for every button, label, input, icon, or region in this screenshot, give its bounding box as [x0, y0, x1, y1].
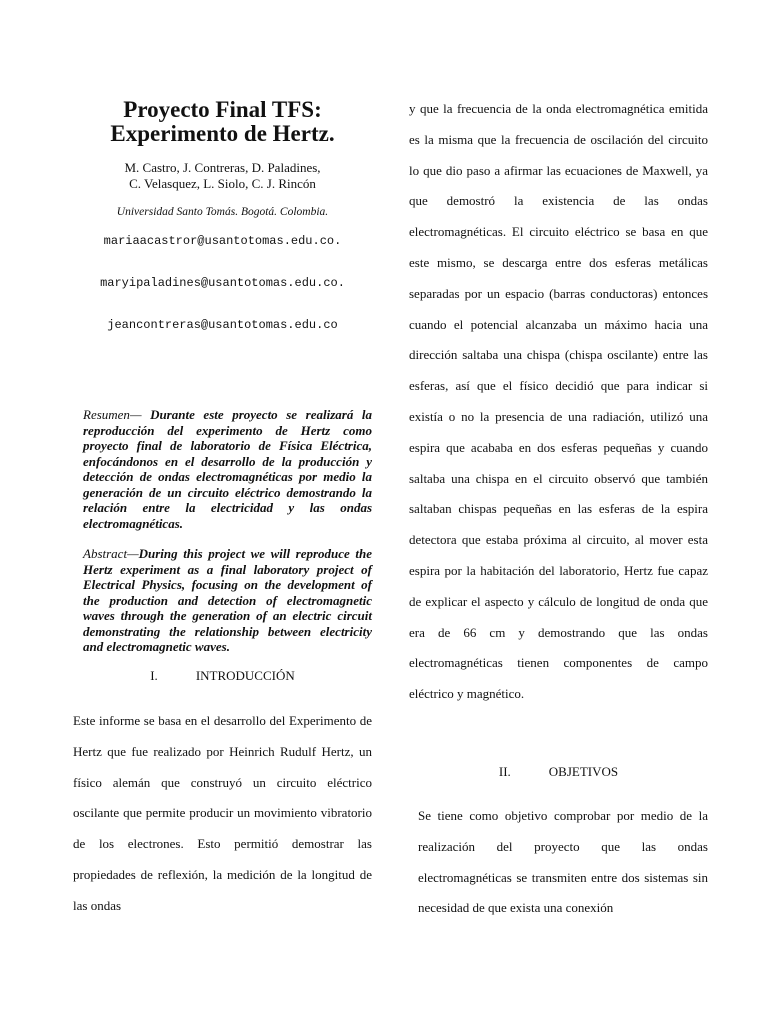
- section-title: OBJETIVOS: [548, 764, 619, 779]
- section-number: I.: [150, 668, 158, 683]
- resumen-paragraph: [83, 407, 372, 531]
- resumen-text: Durante este proyecto se realizará la reproducción del experimento de Hertz como proyecto final de laboratorio de Física Eléctrica, enfocándonos en el desarrollo de la producción y detección de ondas electromagnéticas por medio la generación de un circuito eléctrico demostrando la relación entre la electricidad y las ondas electromagnéticas.: [83, 407, 372, 531]
- section-heading-introduccion: [73, 668, 372, 684]
- section-number: II.: [498, 764, 511, 779]
- abstract-dash: —: [127, 546, 139, 561]
- email-1: mariaacastror@usantotomas.edu.co.: [103, 234, 342, 248]
- section-heading-objetivos: [409, 764, 708, 780]
- section-title: INTRODUCCIÓN: [195, 668, 295, 683]
- authors-line-1: M. Castro, J. Contreras, D. Paladines,: [124, 160, 321, 175]
- abstract-text: During this project we will reproduce the Hertz experiment as a final laboratory project of Electrical Physics, focusing on the development of the production and detection of electromagnetic waves through the generation of an electric circuit demonstrating the relationship between electricity and electromagnetic waves.: [83, 546, 372, 654]
- author-list: [73, 160, 372, 192]
- email-3: jeancontreras@usantotomas.edu.co: [107, 318, 338, 332]
- resumen-label: Resumen: [83, 407, 130, 422]
- resumen-dash: —: [129, 407, 142, 422]
- abstract-label: Abstract: [83, 546, 128, 561]
- abstract-paragraph: [83, 546, 372, 655]
- affiliation: Universidad Santo Tomás. Bogotá. Colombia.: [116, 206, 329, 218]
- authors-line-2: C. Velasquez, L. Siolo, C. J. Rincón: [129, 176, 316, 191]
- intro-text-left: Este informe se basa en el desarrollo del Experimento de Hertz que fue realizado por Heinrich Rudulf Hertz, un físico alemán que construyó un circuito eléctrico oscilante que permite producir un movimiento vibratorio de los electrones. Esto permitió demostrar las propiedades de reflexión, la medición de la longitud de las ondas: [73, 713, 372, 913]
- title-line-1: Proyecto Final TFS:: [123, 97, 322, 122]
- title-line-2: Experimento de Hertz.: [110, 121, 335, 146]
- email-2: maryipaladines@usantotomas.edu.co.: [100, 276, 345, 290]
- objetivos-text: Se tiene como objetivo comprobar por medio de la realización del proyecto que las ondas electromagnéticas se transmiten entre dos sistemas sin necesidad de que exista una conexión: [418, 808, 708, 916]
- intro-text-right: y que la frecuencia de la onda electromagnética emitida es la misma que la frecuencia de oscilación del circuito lo que dio paso a afirmar las ecuaciones de Maxwell, ya que demostró la existencia de las ondas electromagnéticas. El circuito eléctrico se basa en que este mismo, se descarga entre dos esferas metálicas separadas por un espacio (barras conductoras) entonces cuando el potencial alcanzaba un máximo hacia una dirección saltaba una chispa (chispa oscilante) entre las esferas, así que el físico decidió que para indicar si existía o no la presencia de una radiación, utilizó una espira que acababa en dos esferas pequeñas y cuando saltaba una chispa en el circuito observó que también saltaban chispas pequeñas en las esferas de la espira detectora que estaba próxima al circuito, al mover esta espira por la habitación del laboratorio, Hertz fue capaz de explicar el aspecto y cálculo de longitud de onda que era de 66 cm y demostrando que las ondas electromagnéticas tienen componentes de campo eléctrico y magnético.: [409, 101, 708, 702]
- paper-title: [73, 98, 372, 146]
